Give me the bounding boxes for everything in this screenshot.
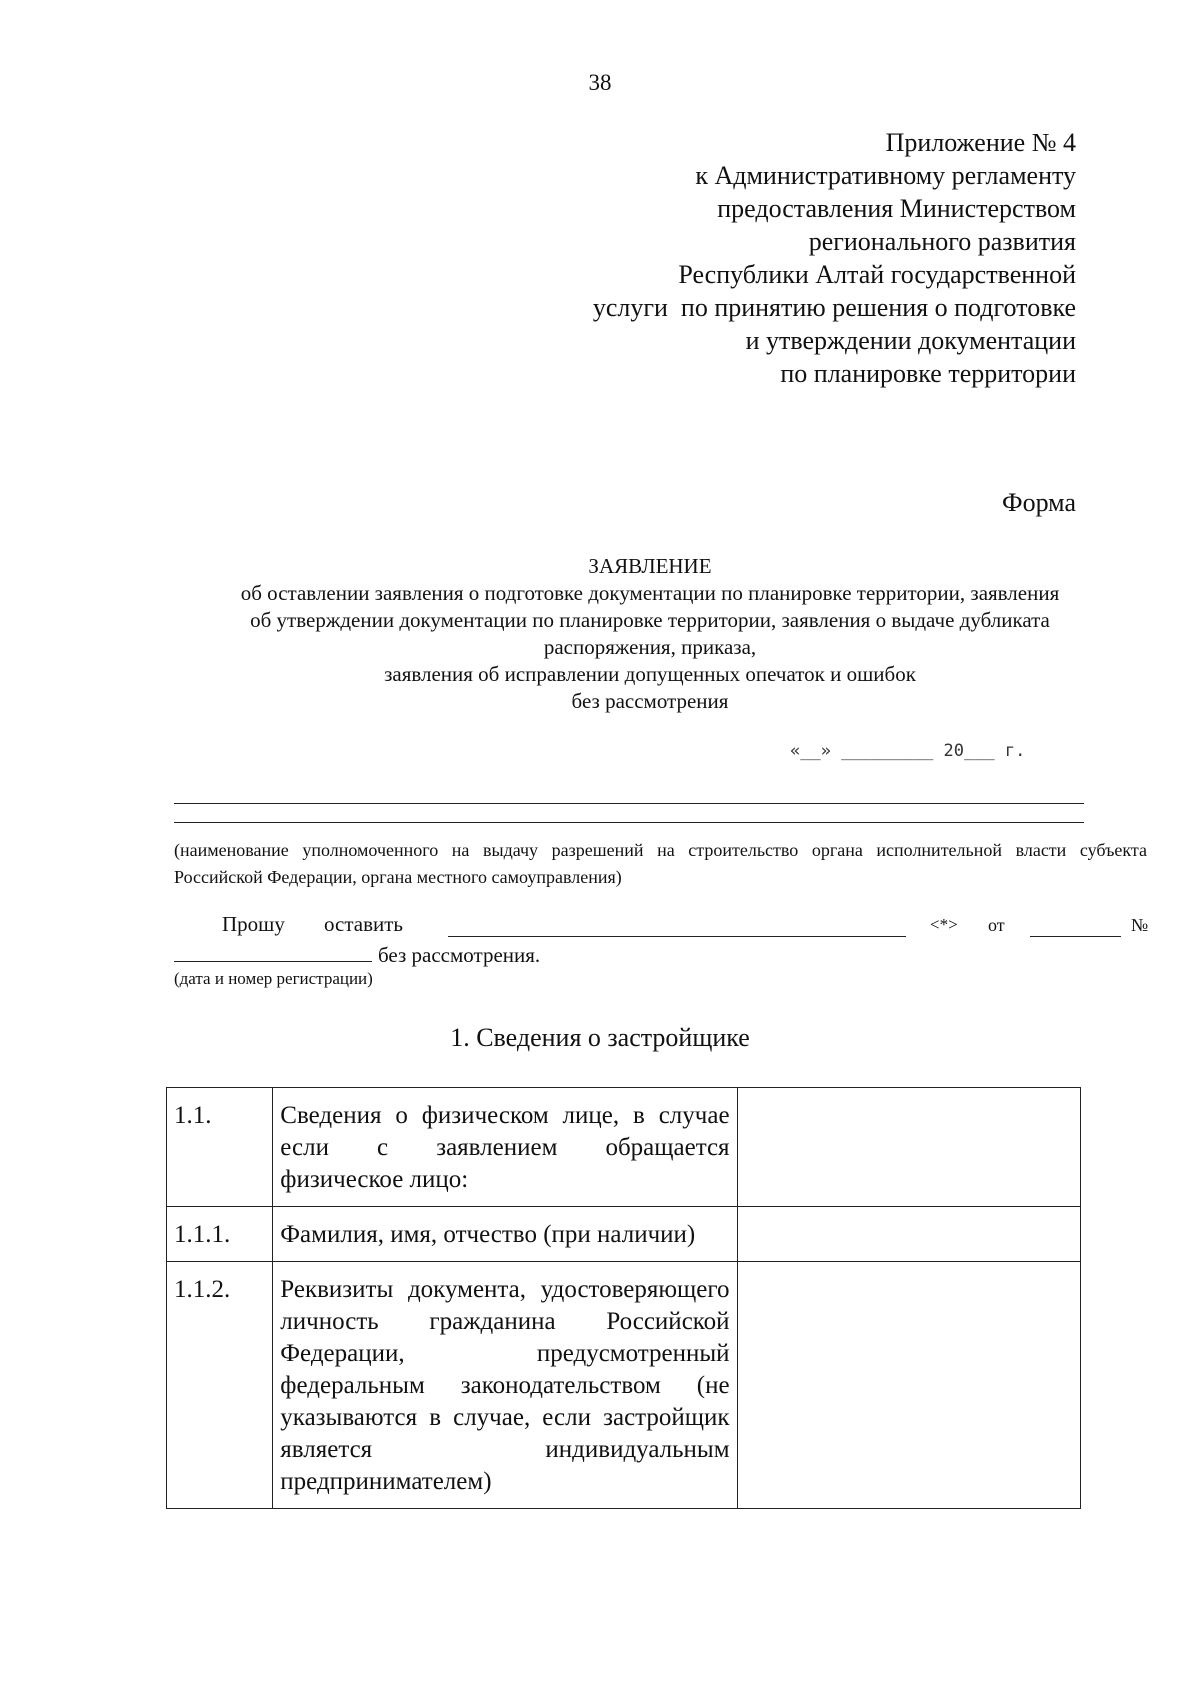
title-line: об оставлении заявления о подготовке документации по планировке территории, заявления <box>240 581 1060 605</box>
request-tail: без рассмотрения. <box>378 943 541 967</box>
row-description: Фамилия, имя, отчество (при наличии) <box>273 1207 737 1262</box>
title-line: без рассмотрения <box>571 689 729 713</box>
authority-line-2[interactable] <box>174 822 1084 823</box>
date-blank[interactable] <box>1030 936 1121 937</box>
page-number: 38 <box>588 70 612 95</box>
request-word-prosu: Прошу <box>222 912 285 936</box>
row-number: 1.1. <box>167 1088 273 1207</box>
appendix-line: Республики Алтай государственной <box>678 260 1076 289</box>
number-blank[interactable] <box>174 961 372 962</box>
request-line-2 <box>174 943 540 968</box>
title-line: распоряжения, приказа, <box>543 635 757 659</box>
appendix-line: регионального развития <box>808 227 1076 256</box>
title-line: об утверждении документации по планировке территории, заявления о выдаче дубликата <box>250 608 1050 632</box>
authority-note: (наименование уполномоченного на выдачу разрешений на строительство органа исполнительной власти субъекта Российской Федерации, органа местного самоуправления) <box>174 840 1147 887</box>
form-label: Форма <box>1002 488 1076 517</box>
developer-info-table <box>166 1087 1081 1509</box>
row-value-cell[interactable] <box>737 1207 1080 1262</box>
document-title <box>160 553 1140 715</box>
row-value-cell[interactable] <box>737 1088 1080 1207</box>
authority-line-1[interactable] <box>174 803 1084 804</box>
table-row <box>167 1262 1081 1509</box>
appendix-line: к Административному регламенту <box>695 161 1076 190</box>
date-field[interactable]: «__» _________ 20___ г. <box>790 741 1026 761</box>
footnote-mark: <*> <box>930 915 958 934</box>
row-number: 1.1.2. <box>167 1262 273 1509</box>
from-label: от <box>988 915 1005 935</box>
appendix-line: предоставления Министерством <box>717 194 1076 223</box>
title-line: заявления об исправлении допущенных опечаток и ошибок <box>384 662 916 686</box>
title-heading: ЗАЯВЛЕНИЕ <box>588 554 712 578</box>
number-label: № <box>1131 915 1149 935</box>
table-row <box>167 1207 1081 1262</box>
application-blank[interactable] <box>448 936 906 937</box>
row-value-cell[interactable] <box>737 1262 1080 1509</box>
row-description: Реквизиты документа, удостоверяющего личность гражданина Российской Федерации, предусмотренный федеральным законодательством (не указываются в случае, если застройщик является индивидуальным предпринимателем) <box>273 1262 737 1509</box>
appendix-line: услуги по принятию решения о подготовке <box>592 293 1076 322</box>
section-title: 1. Сведения о застройщике <box>450 1023 750 1052</box>
request-word-ostavit: оставить <box>324 912 404 936</box>
appendix-line: и утверждении документации <box>745 326 1076 355</box>
row-number: 1.1.1. <box>167 1207 273 1262</box>
appendix-block <box>593 126 1076 390</box>
registration-note: (дата и номер регистрации) <box>174 969 373 988</box>
request-line <box>174 912 1147 942</box>
appendix-line: Приложение № 4 <box>885 128 1076 157</box>
table-row <box>167 1088 1081 1207</box>
appendix-line: по планировке территории <box>780 359 1076 388</box>
row-description: Сведения о физическом лице, в случае если с заявлением обращается физическое лицо: <box>273 1088 737 1207</box>
